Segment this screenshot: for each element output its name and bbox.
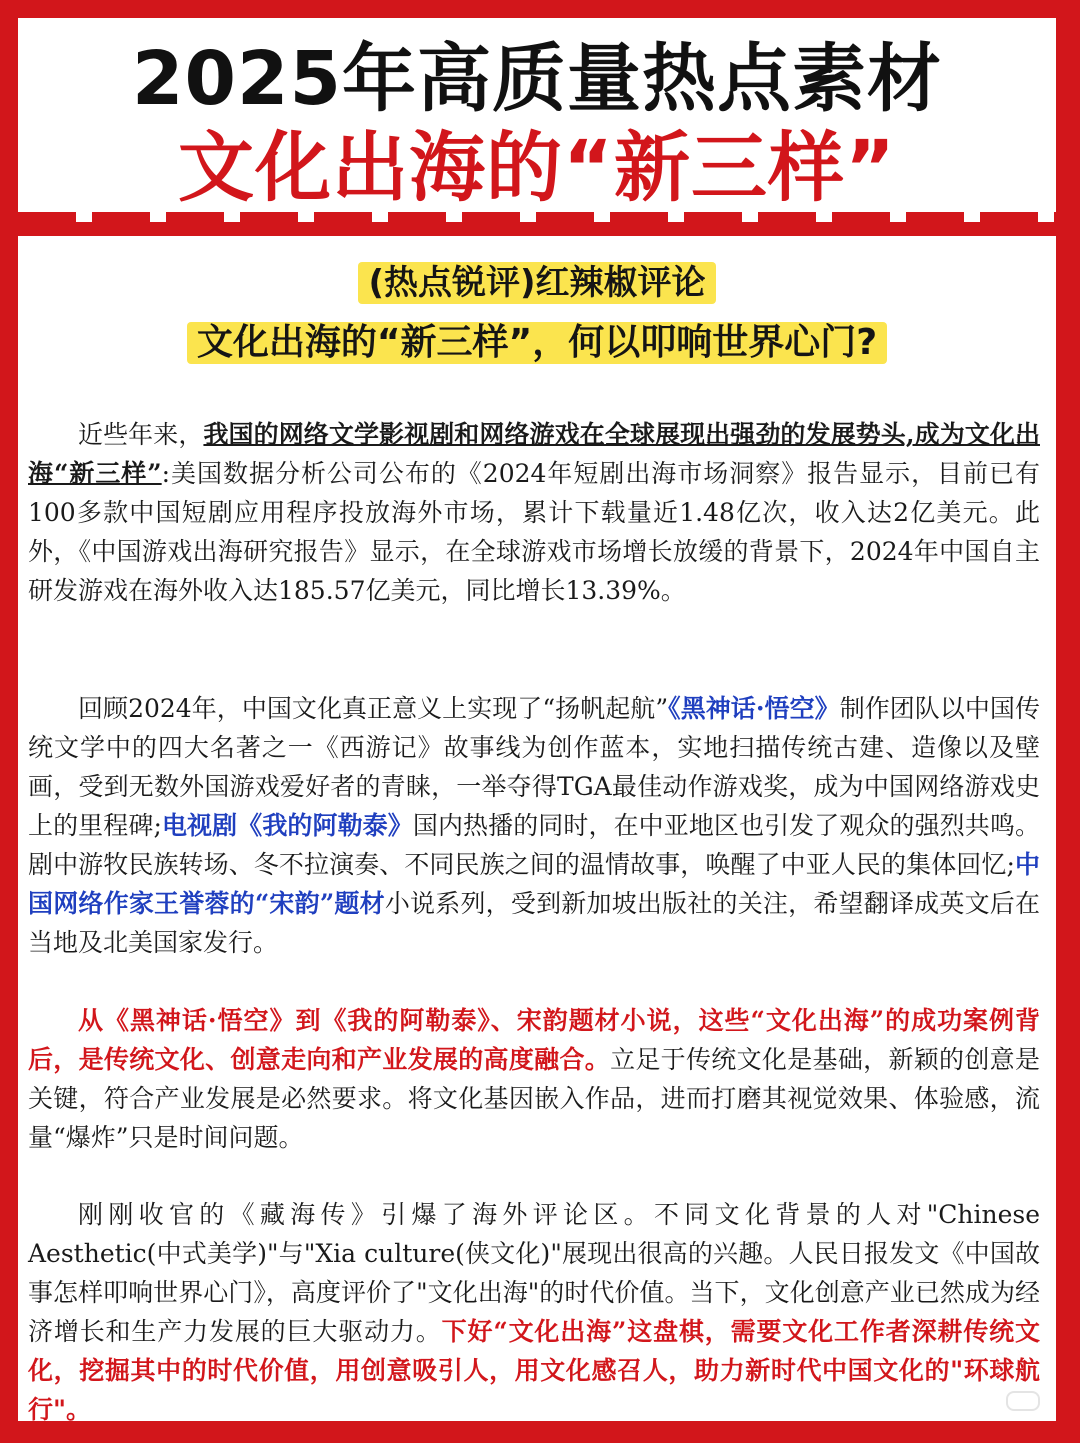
subtitle-source-text: (热点锐评)红辣椒评论 <box>358 262 715 304</box>
p2-blue-songyun: 中国网络作家王誉蓉的“宋韵”题材 <box>28 850 1040 918</box>
subtitle-headline <box>18 322 1056 364</box>
watermark-icon <box>1006 1391 1040 1411</box>
p4-red-highlight: 下好“文化出海”这盘棋，需要文化工作者深耕传统文化，挖掘其中的时代价值，用创意吸引人，用文化感召人，助力新时代中国文化的"环球航行"。 <box>28 1317 1040 1424</box>
subtitle-headline-text: 文化出海的“新三样”，何以叩响世界心门? <box>187 322 887 364</box>
subtitle-source <box>18 262 1056 304</box>
paragraph-1 <box>28 415 1040 610</box>
p2-text-b: 制作团队以中国传统文学中的四大名著之一《西游记》故事线为创作蓝本，实地扫描传统古建、造像以及壁画，受到无数外国游戏爱好者的青睐，一举夺得TGA最佳动作游戏奖，成为中国网络游戏史上的里程碑; <box>28 694 1040 840</box>
paragraph-3 <box>28 1001 1040 1157</box>
dashed-divider <box>18 212 1056 222</box>
p1-underlined: 我国的网络文学影视剧和网络游戏在全球展现出强劲的发展势头,成为文化出海“新三样” <box>28 420 1040 488</box>
p2-text-c: 国内热播的同时，在中亚地区也引发了观众的强烈共鸣。剧中游牧民族转场、冬不拉演奏、不同民族之间的温情故事，唤醒了中亚人民的集体回忆; <box>28 811 1040 879</box>
p1-text-b: :美国数据分析公司公布的《2024年短剧出海市场洞察》报告显示，目前已有100多款中国短剧应用程序投放海外市场，累计下载量近1.48亿次，收入达2亿美元。此外，《中国游戏出海研究报告》显示，在全球游戏市场增长放缓的背景下，2024年中国自主研发游戏在海外收入达185.57亿美元，同比增长13.39%。 <box>28 459 1040 605</box>
p4-text: 刚刚收官的《藏海传》引爆了海外评论区。不同文化背景的人对"Chinese Aesthetic(中式美学)"与"Xia culture(侠文化)"展现出很高的兴趣。人民日报发文《中国故事怎样叩响世界心门》，高度评价了"文化出海"的时代价值。当下，文化创意产业已然成为经济增长和生产力发展的巨大驱动力。 <box>28 1200 1040 1346</box>
p3-red-highlight: 从《黑神话·悟空》到《我的阿勒泰》、宋韵题材小说，这些“文化出海”的成功案例背后，是传统文化、创意走向和产业发展的高度融合。 <box>28 1006 1040 1074</box>
p2-text-a: 回顾2024年，中国文化真正意义上实现了“扬帆起航” <box>78 694 669 723</box>
paragraph-4 <box>28 1195 1040 1429</box>
paragraph-2 <box>28 689 1040 962</box>
p1-text-a: 近些年来， <box>78 420 204 449</box>
p2-blue-altay: 电视剧《我的阿勒泰》 <box>161 811 413 840</box>
p2-blue-wukong: 《黑神话·悟空》 <box>668 694 840 723</box>
article-body <box>18 236 1056 1424</box>
title-line-1: 2025年高质量热点素材 <box>132 36 942 122</box>
p3-text: 立足于传统文化是基础，新颖的创意是关键，符合产业发展是必然要求。将文化基因嵌入作品，进而打磨其视觉效果、体验感，流量“爆炸”只是时间问题。 <box>28 1045 1040 1152</box>
header <box>18 18 1056 216</box>
page-frame <box>18 18 1056 1424</box>
divider-band <box>18 222 1056 236</box>
title-line-2: 文化出海的“新三样” <box>178 123 896 212</box>
p2-text-d: 小说系列，受到新加坡出版社的关注，希望翻译成英文后在当地及北美国家发行。 <box>28 889 1040 957</box>
